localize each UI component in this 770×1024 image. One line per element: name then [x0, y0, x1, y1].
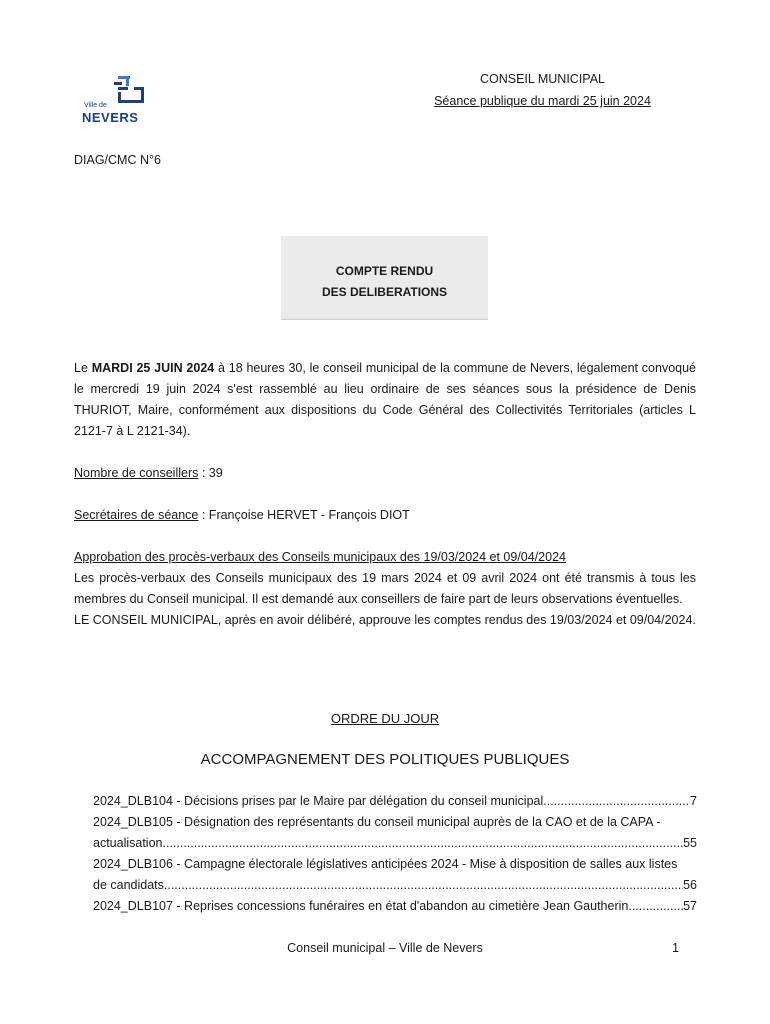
toc-item-title-line: 2024_DLB105 - Désignation des représentants du conseil municipal auprès de la CAO et de la CAPA - [93, 815, 661, 829]
page-footer: Conseil municipal – Ville de Nevers [287, 941, 483, 955]
toc-item-page: 55 [683, 836, 697, 850]
toc-item[interactable] [93, 896, 697, 917]
meeting-date: MARDI 25 JUIN 2024 [91, 361, 215, 375]
toc-leader [543, 791, 690, 812]
toc-item-page: 7 [690, 794, 697, 808]
secretaries-label: Secrétaires de séance [74, 508, 199, 522]
toc-item[interactable] [93, 791, 697, 812]
logo-main-text: NEVERS [82, 110, 139, 125]
toc-leader [164, 875, 683, 896]
toc-item-title-line: 2024_DLB106 - Campagne électorale législatives anticipées 2024 - Mise à disposition de salles aux listes [93, 857, 678, 871]
secretaries-value: : Françoise HERVET - François DIOT [198, 508, 410, 522]
intro-lead: Le [74, 361, 92, 375]
agenda-title: ORDRE DU JOUR [330, 711, 440, 726]
logo-small-text: Ville de [84, 102, 107, 109]
section-title: ACCOMPAGNEMENT DES POLITIQUES PUBLIQUES [200, 751, 570, 768]
approval-text: Les procès-verbaux des Conseils municipaux des 19 mars 2024 et 09 avril 2024 ont été transmis à tous les membres du Conseil municipal. Il est demandé aux conseillers de faire part de leurs observations éventuelles. [74, 571, 696, 606]
toc-leader [628, 896, 683, 917]
approval-section [74, 547, 696, 631]
agenda-list [93, 791, 697, 917]
toc-item-page: 57 [683, 899, 697, 913]
toc-item-title: 2024_DLB107 - Reprises concessions funéraires en état d'abandon au cimetière Jean Gautherin [93, 899, 629, 913]
councillors-value: : 39 [198, 466, 223, 480]
city-logo [82, 72, 152, 124]
councillors-count [74, 463, 696, 484]
approval-heading: Approbation des procès-verbaux des Conseils municipaux des 19/03/2024 et 09/04/2024 [74, 550, 566, 564]
toc-item-title: de candidats [93, 878, 164, 892]
session-date: Séance publique du mardi 25 juin 2024 [434, 94, 651, 108]
title-line-1: COMPTE RENDU [335, 264, 434, 278]
document-header-title: CONSEIL MUNICIPAL [479, 72, 606, 86]
toc-item[interactable] [93, 854, 697, 896]
toc-item-title: actualisation [93, 836, 163, 850]
toc-item-title: 2024_DLB104 - Décisions prises par le Maire par délégation du conseil municipal [93, 794, 544, 808]
page-number: 1 [672, 941, 679, 955]
intro-paragraph [74, 358, 696, 442]
toc-item[interactable] [93, 812, 697, 854]
document-reference: DIAG/CMC N°6 [74, 153, 161, 167]
secretaries [74, 505, 696, 526]
councillors-label: Nombre de conseillers [74, 466, 199, 480]
approval-decision: LE CONSEIL MUNICIPAL, après en avoir délibéré, approuve les comptes rendus des 19/03/2024 et 09/04/2024. [74, 613, 696, 627]
title-box [281, 236, 488, 320]
toc-leader [163, 833, 684, 854]
intro-text: à 18 heures 30, le conseil municipal de la commune de Nevers, légalement convoqué le mercredi 19 juin 2024 s'est rassemblé au lieu ordinaire de ses séances sous la présidence de Denis THURIOT, Maire, conformément aux dispositions du Code Général des Collectivités Territoriales (articles L 2121-7 à L 2121-34). [74, 361, 696, 438]
title-line-2: DES DELIBERATIONS [321, 285, 448, 299]
logo-mark-icon [82, 72, 152, 106]
toc-item-page: 56 [683, 878, 697, 892]
